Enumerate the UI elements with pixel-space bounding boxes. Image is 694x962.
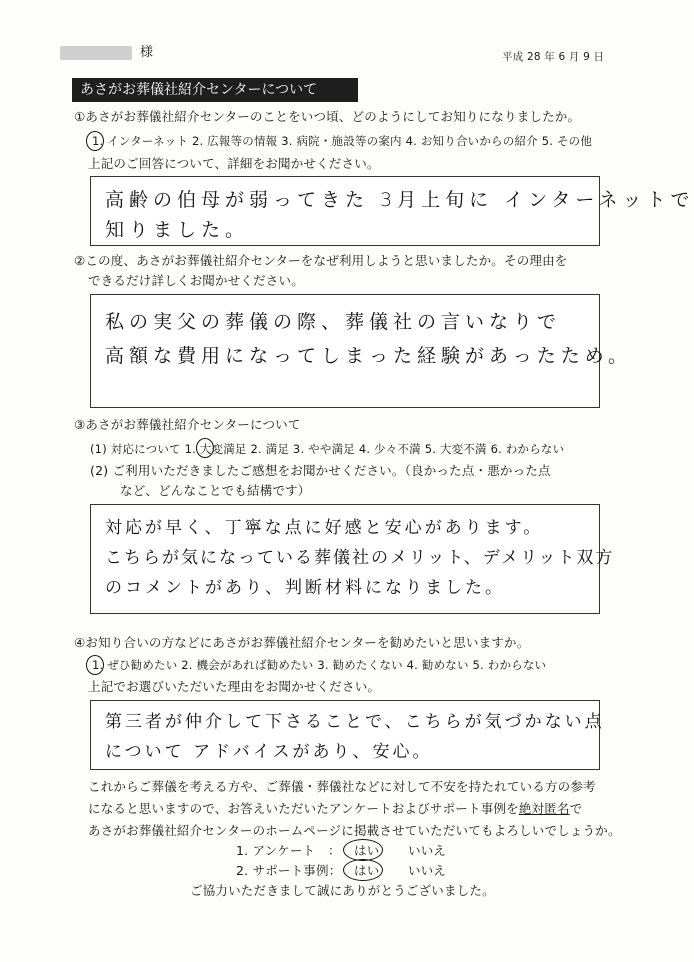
q3-answer-line-1: 対応が早く、丁寧な点に好感と安心があります。 xyxy=(105,518,544,538)
redacted-name xyxy=(60,46,132,60)
q3-answer-line-3: のコメントがあり、判断材料になりました。 xyxy=(105,578,505,598)
consent-support-yes: はい xyxy=(354,863,380,878)
q3-sub1-options: (1) 対応について 1. 大変満足 2. 満足 3. やや満足 4. 少々不満 5. 大変不満 6. わからない xyxy=(90,442,565,456)
consent-survey-yes: はい xyxy=(354,843,380,858)
consent-support-label: 2. サポート事例： xyxy=(236,863,342,878)
anonymous-emphasis: 絶対匿名 xyxy=(518,801,570,816)
q1-question: ①あさがお葬儀社紹介センターのことをいつ頃、どのようにしてお知りになりましたか。 xyxy=(74,109,581,124)
consent-survey-label: 1. アンケート ： xyxy=(236,843,341,858)
closing-line-2-pre: になると思いますので、お答えいただいたアンケートおよびサポート事例を xyxy=(88,801,519,816)
q2-answer-line-1: 私の実父の葬儀の際、葬儀社の言いなりで xyxy=(105,311,562,333)
q1-answer-line-1: 高齢の伯母が弱ってきた 3月上旬に インターネットで xyxy=(105,189,694,211)
q3-sub2-line-1: (2) ご利用いただきましたご感想をお聞かせください。（良かった点・悪かった点 xyxy=(90,463,551,478)
survey-date: 平成 28 年 6 月 9 日 xyxy=(502,51,605,63)
q4-answer-box xyxy=(90,700,605,770)
q4-reason-prompt: 上記でお選びいただいた理由をお聞かせください。 xyxy=(88,679,381,694)
q4-question: ④お知り合いの方などにあさがお葬儀社紹介センターを勧めたいと思いますか。 xyxy=(74,635,530,650)
q3-answer-box xyxy=(90,504,615,614)
q4-selected-mark xyxy=(86,655,104,675)
q1-answer-box xyxy=(90,176,694,246)
consent-survey-no: いいえ xyxy=(408,843,447,858)
survey-title: あさがお葬儀社紹介センターについて xyxy=(72,78,358,102)
q2-answer-line-2: 高額な費用になってしまった経験があったため。 xyxy=(105,345,633,367)
q1-selected-mark xyxy=(86,131,104,151)
closing-line-2-post: で xyxy=(569,801,583,816)
q1-detail-prompt: 上記のご回答について、詳細をお聞かせください。 xyxy=(88,156,380,171)
q2-question-line-2: できるだけ詳しくお聞かせください。 xyxy=(88,273,304,288)
consent-survey-yes-mark xyxy=(343,839,383,861)
q4-options: 1. ぜひ勧めたい 2. 機会があれば勧めたい 3. 勧めたくない 4. 勧めない 5. わからない xyxy=(92,658,547,672)
closing-line-1: これからご葬儀を考える方や、ご葬儀・葬儀社などに対して不安を持たれている方の参考 xyxy=(88,779,596,794)
q4-answer-line-1: 第三者が仲介して下さることで、こちらが気づかない点 xyxy=(105,712,605,732)
q1-options: 1. インターネット 2. 広報等の情報 3. 病院・施設等の案内 4. お知り合いからの紹介 5. その他 xyxy=(92,134,593,148)
q1-answer-line-2: 知りました。 xyxy=(105,219,250,241)
q3-sub2-line-2: など、どんなことでも結構です） xyxy=(120,483,311,498)
q3-answer-line-2: こちらが気になっている葬儀社のメリット、デメリット双方 xyxy=(105,548,615,568)
consent-support-no: いいえ xyxy=(408,863,447,878)
q2-answer-box xyxy=(90,294,633,408)
honorific: 様 xyxy=(140,45,154,60)
q4-answer-line-2: について アドバイスがあり、安心。 xyxy=(105,742,433,762)
q3-question: ③あさがお葬儀社紹介センターについて xyxy=(74,417,301,432)
q3-selected-mark xyxy=(196,438,214,458)
q2-question-line-1: ②この度、あさがお葬儀社紹介センターをなぜ利用しようと思いましたか。その理由を xyxy=(74,253,568,268)
thanks-message: ご協力いただきまして誠にありがとうございました。 xyxy=(190,883,495,898)
closing-line-2 xyxy=(88,800,582,818)
closing-line-3: あさがお葬儀社紹介センターのホームページに掲載させていただいてもよろしいでしょうか。 xyxy=(88,823,621,838)
consent-support-yes-mark xyxy=(343,859,383,881)
